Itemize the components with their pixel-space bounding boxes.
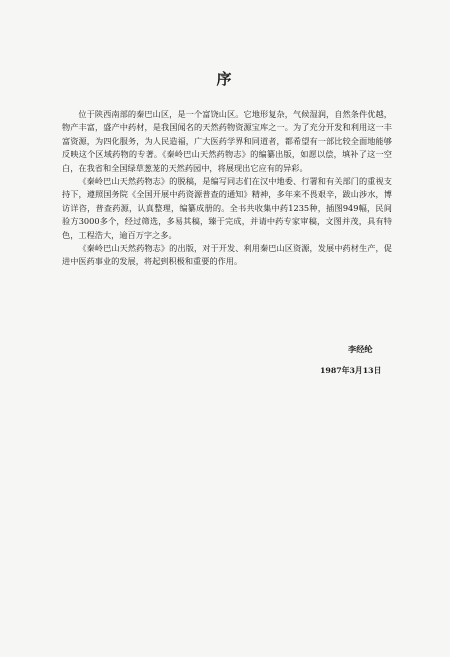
paragraph-1: 位于陕西南部的秦巴山区，是一个富饶山区。它地形复杂，气候湿润，自然条件优越，物产丰富，盛产中药材，是我国闻名的天然药物资源宝库之一。为了充分开发和利用这一丰富资源，为四化服务，为人民造福，广大医药学界和同道者，都希望有一部比较全面地能够反映这个区域药物的专著。《秦岭巴山天然药物志》的编纂出版，如愿以偿，填补了这一空白，在我省和全国绿草葱茏的天然药园中，将展现出它应有的异彩。 bbox=[62, 109, 392, 173]
preface-body bbox=[62, 108, 392, 269]
signature-date: 1987年3月13日 bbox=[320, 366, 382, 375]
author-signature: 李经纶 bbox=[348, 344, 373, 354]
paragraph-2: 《秦岭巴山天然药物志》的脱稿，是编写同志们在汉中地委、行署和有关部门的重视支持下，遵照国务院《全国开展中药资源普查的通知》精神，多年来不畏艰辛，跋山涉水，博访详咨，普查药源，认真整理，编纂成册的。全书共收集中药1235种，插图949幅，民间验方3000多个，经过筛选，多易其稿，臻于完成，并请中药专家审稿，文图并茂，具有特色，工程浩大，逾百万字之多。 bbox=[62, 176, 392, 240]
page-title: 序 bbox=[216, 70, 234, 88]
paragraph-3: 《秦岭巴山天然药物志》的出版，对于开发、利用秦巴山区资源，发展中药材生产，促进中医药事业的发展，将起到积极和重要的作用。 bbox=[62, 243, 392, 267]
